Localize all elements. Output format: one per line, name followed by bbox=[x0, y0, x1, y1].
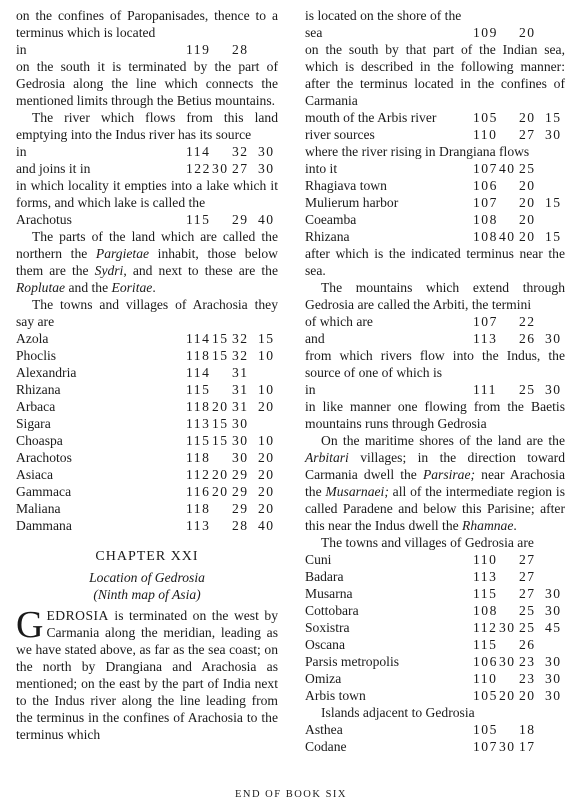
place-name: into it bbox=[305, 161, 338, 176]
longitude-minutes bbox=[499, 24, 519, 41]
latitude-minutes: 30 bbox=[258, 144, 275, 159]
coordinate-table bbox=[16, 143, 278, 177]
right-column bbox=[305, 7, 565, 755]
place-name: Arachotos bbox=[16, 450, 72, 465]
table-row bbox=[305, 585, 565, 602]
coordinate-table bbox=[16, 211, 278, 228]
longitude-degrees: 119 bbox=[186, 42, 211, 57]
place-name: Sigara bbox=[16, 416, 51, 431]
table-row bbox=[305, 194, 565, 211]
place-name: and bbox=[305, 331, 325, 346]
latitude-degrees: 28 bbox=[232, 518, 249, 533]
paragraph: on the confines of Paropanisades, thence to a terminus which is located bbox=[16, 8, 278, 40]
place-name: Omiza bbox=[305, 671, 342, 686]
latitude-degrees: 31 bbox=[232, 399, 249, 414]
latitude-degrees: 32 bbox=[232, 348, 249, 363]
place-name: Parsis metropolis bbox=[305, 654, 400, 669]
longitude-degrees: 106 bbox=[473, 178, 498, 193]
latitude-minutes bbox=[545, 313, 565, 330]
longitude-minutes: 40 bbox=[499, 161, 516, 176]
latitude-degrees: 23 bbox=[519, 671, 536, 686]
paragraph: On the maritime shores of the land are the Arbitari villages; in the direction toward Carmania dwell the Parsirae; near Arachosia the Musarnaei; all of the intermediate region is called Paradene and below this Parisine; after this near the Indus dwell the Rhamnae. bbox=[305, 433, 565, 533]
place-name: Cuni bbox=[305, 552, 332, 567]
place-name: in bbox=[305, 382, 316, 397]
paragraph: on the south by that part of the Indian sea, which is described in the following manner: after the terminus located in the confines of Carmania bbox=[305, 42, 565, 108]
longitude-degrees: 110 bbox=[473, 671, 498, 686]
paragraph: The parts of the land which are called the northern the Pargietae inhabit, those below them are the Sydri, and next to these are the Roplutae and the Eoritae. bbox=[16, 229, 278, 295]
longitude-minutes: 20 bbox=[212, 399, 229, 414]
islands-table bbox=[305, 721, 565, 755]
latitude-degrees: 18 bbox=[519, 722, 536, 737]
latitude-degrees: 20 bbox=[519, 688, 536, 703]
latitude-minutes: 30 bbox=[258, 161, 275, 176]
longitude-degrees: 113 bbox=[473, 331, 498, 346]
longitude-minutes: 30 bbox=[212, 161, 229, 176]
longitude-minutes bbox=[499, 381, 519, 398]
table-row bbox=[16, 143, 278, 160]
latitude-degrees: 26 bbox=[519, 637, 536, 652]
latitude-minutes: 30 bbox=[545, 382, 562, 397]
place-name: Mulierum harbor bbox=[305, 195, 399, 210]
place-name: Codane bbox=[305, 739, 347, 754]
longitude-degrees: 108 bbox=[473, 229, 498, 244]
paragraph: in which locality it empties into a lake which it forms, and which lake is called the bbox=[16, 178, 278, 210]
longitude-minutes: 30 bbox=[499, 654, 516, 669]
latitude-minutes: 10 bbox=[258, 382, 275, 397]
paragraph: on the south it is terminated by the part of Gedrosia along the line which connects the mentioned limits through the Betius mountains. bbox=[16, 59, 278, 108]
table-row bbox=[16, 41, 278, 58]
longitude-degrees: 115 bbox=[186, 433, 211, 448]
longitude-degrees: 115 bbox=[186, 382, 211, 397]
latitude-degrees: 27 bbox=[232, 161, 249, 176]
longitude-minutes bbox=[499, 109, 519, 126]
longitude-minutes: 15 bbox=[212, 433, 229, 448]
table-row bbox=[305, 211, 565, 228]
table-row bbox=[305, 738, 565, 755]
longitude-degrees: 107 bbox=[473, 161, 498, 176]
place-name: river sources bbox=[305, 127, 375, 142]
latitude-minutes bbox=[545, 24, 565, 41]
place-name: Soxistra bbox=[305, 620, 350, 635]
latitude-degrees: 29 bbox=[232, 467, 249, 482]
latitude-degrees: 30 bbox=[232, 416, 249, 431]
latitude-minutes: 40 bbox=[258, 212, 275, 227]
latitude-degrees: 17 bbox=[519, 739, 536, 754]
latitude-degrees: 32 bbox=[232, 331, 249, 346]
towns-table bbox=[305, 551, 565, 704]
place-name: Arbis town bbox=[305, 688, 366, 703]
longitude-degrees: 112 bbox=[186, 467, 211, 482]
latitude-minutes bbox=[545, 568, 565, 585]
place-name: Azola bbox=[16, 331, 49, 346]
latitude-minutes bbox=[545, 636, 565, 653]
latitude-minutes: 30 bbox=[545, 688, 562, 703]
table-row bbox=[16, 432, 278, 449]
latitude-degrees: 23 bbox=[519, 654, 536, 669]
latitude-degrees: 20 bbox=[519, 212, 536, 227]
place-name: Gammaca bbox=[16, 484, 72, 499]
latitude-minutes: 30 bbox=[545, 331, 562, 346]
longitude-minutes bbox=[499, 194, 519, 211]
tribe-name: Musarnaei; bbox=[325, 484, 389, 499]
longitude-minutes bbox=[499, 602, 519, 619]
place-name: Rhizana bbox=[305, 229, 350, 244]
latitude-degrees: 27 bbox=[519, 569, 536, 584]
longitude-minutes bbox=[212, 143, 232, 160]
paragraph: The mountains which extend through Gedrosia are called the Arbiti, the termini bbox=[305, 280, 565, 312]
latitude-degrees: 29 bbox=[232, 484, 249, 499]
longitude-degrees: 122 bbox=[186, 161, 211, 176]
longitude-degrees: 113 bbox=[186, 416, 211, 431]
latitude-degrees: 31 bbox=[232, 365, 249, 380]
place-name: in bbox=[16, 144, 27, 159]
table-row bbox=[16, 398, 278, 415]
longitude-degrees: 108 bbox=[473, 212, 498, 227]
latitude-minutes bbox=[545, 721, 565, 738]
longitude-minutes bbox=[212, 517, 232, 534]
paragraph: after which is the indicated terminus near the sea. bbox=[305, 246, 565, 278]
paragraph: in like manner one flowing from the Baetis mountains runs through Gedrosia bbox=[305, 399, 565, 431]
longitude-degrees: 115 bbox=[473, 586, 498, 601]
place-name: Rhagiava town bbox=[305, 178, 387, 193]
latitude-degrees: 27 bbox=[519, 586, 536, 601]
latitude-minutes: 30 bbox=[545, 671, 562, 686]
table-row bbox=[305, 687, 565, 704]
longitude-minutes bbox=[212, 41, 232, 58]
table-row bbox=[305, 602, 565, 619]
table-row bbox=[305, 721, 565, 738]
paragraph: The towns and villages of Gedrosia are bbox=[321, 535, 534, 550]
latitude-minutes bbox=[258, 41, 278, 58]
longitude-degrees: 106 bbox=[473, 654, 498, 669]
longitude-degrees: 116 bbox=[186, 484, 211, 499]
latitude-degrees: 20 bbox=[519, 178, 536, 193]
table-row bbox=[305, 653, 565, 670]
longitude-degrees: 118 bbox=[186, 399, 211, 414]
place-name: mouth of the Arbis river bbox=[305, 110, 437, 125]
table-row bbox=[305, 160, 565, 177]
latitude-minutes bbox=[545, 211, 565, 228]
latitude-minutes bbox=[545, 551, 565, 568]
longitude-degrees: 112 bbox=[473, 620, 498, 635]
table-row bbox=[16, 466, 278, 483]
table-row bbox=[16, 449, 278, 466]
latitude-minutes: 10 bbox=[258, 433, 275, 448]
longitude-minutes bbox=[499, 211, 519, 228]
longitude-minutes bbox=[499, 313, 519, 330]
paragraph: The river which flows from this land emptying into the Indus river has its source bbox=[16, 110, 278, 142]
latitude-minutes: 30 bbox=[545, 586, 562, 601]
coast-table bbox=[305, 109, 565, 143]
left-column bbox=[16, 7, 278, 743]
longitude-degrees: 109 bbox=[473, 25, 498, 40]
place-name: sea bbox=[305, 25, 323, 40]
paragraph: where the river rising in Drangiana flows bbox=[305, 144, 530, 159]
longitude-minutes: 30 bbox=[499, 620, 516, 635]
place-name: Dammana bbox=[16, 518, 72, 533]
table-row bbox=[16, 517, 278, 534]
longitude-minutes bbox=[212, 364, 232, 381]
latitude-degrees: 29 bbox=[232, 212, 249, 227]
latitude-minutes bbox=[545, 160, 565, 177]
table-row bbox=[16, 160, 278, 177]
mountain-table bbox=[305, 313, 565, 347]
place-name: Rhizana bbox=[16, 382, 61, 397]
longitude-minutes: 40 bbox=[499, 229, 516, 244]
longitude-minutes bbox=[499, 177, 519, 194]
latitude-degrees: 25 bbox=[519, 382, 536, 397]
longitude-degrees: 107 bbox=[473, 314, 498, 329]
place-name: Choaspa bbox=[16, 433, 63, 448]
longitude-minutes bbox=[499, 721, 519, 738]
longitude-minutes bbox=[212, 500, 232, 517]
latitude-minutes: 45 bbox=[545, 620, 562, 635]
longitude-minutes: 15 bbox=[212, 416, 229, 431]
table-row bbox=[305, 177, 565, 194]
latitude-minutes: 30 bbox=[545, 603, 562, 618]
latitude-degrees: 25 bbox=[519, 603, 536, 618]
paragraph: is located on the shore of the bbox=[305, 8, 462, 23]
latitude-minutes: 30 bbox=[545, 127, 562, 142]
latitude-minutes bbox=[258, 415, 278, 432]
table-row bbox=[16, 415, 278, 432]
latitude-degrees: 25 bbox=[519, 620, 536, 635]
latitude-minutes: 15 bbox=[545, 229, 562, 244]
place-name: Badara bbox=[305, 569, 344, 584]
table-row bbox=[16, 330, 278, 347]
place-name: Cottobara bbox=[305, 603, 359, 618]
latitude-minutes: 20 bbox=[258, 484, 275, 499]
coordinate-table bbox=[305, 381, 565, 398]
latitude-degrees: 28 bbox=[232, 42, 249, 57]
tribe-name: Arbitari bbox=[305, 450, 349, 465]
place-name: Musarna bbox=[305, 586, 353, 601]
towns-table bbox=[16, 330, 278, 534]
chapter-subtitle: Location of Gedrosia (Ninth map of Asia) bbox=[89, 570, 205, 602]
longitude-minutes bbox=[212, 449, 232, 466]
latitude-minutes: 40 bbox=[258, 518, 275, 533]
place-name: and joins it in bbox=[16, 161, 91, 176]
latitude-minutes: 30 bbox=[545, 654, 562, 669]
longitude-minutes: 15 bbox=[212, 348, 229, 363]
latitude-degrees: 27 bbox=[519, 127, 536, 142]
latitude-degrees: 27 bbox=[519, 552, 536, 567]
place-name: Arachotus bbox=[16, 212, 72, 227]
section-heading: Islands adjacent to Gedrosia bbox=[321, 705, 475, 720]
place-name: Oscana bbox=[305, 637, 346, 652]
longitude-minutes bbox=[212, 211, 232, 228]
table-row bbox=[305, 228, 565, 245]
latitude-degrees: 29 bbox=[232, 501, 249, 516]
table-row bbox=[16, 483, 278, 500]
latitude-degrees: 20 bbox=[519, 110, 536, 125]
paragraph: from which rivers flow into the Indus, the source of one of which is bbox=[305, 348, 565, 380]
longitude-degrees: 114 bbox=[186, 365, 211, 380]
table-row bbox=[305, 636, 565, 653]
longitude-degrees: 105 bbox=[473, 688, 498, 703]
longitude-minutes: 30 bbox=[499, 739, 516, 754]
paragraph: The towns and villages of Arachosia they say are bbox=[16, 297, 278, 329]
latitude-minutes: 10 bbox=[258, 348, 275, 363]
latitude-minutes bbox=[545, 177, 565, 194]
longitude-minutes: 20 bbox=[212, 484, 229, 499]
table-row bbox=[305, 568, 565, 585]
longitude-degrees: 118 bbox=[186, 450, 211, 465]
table-row bbox=[305, 313, 565, 330]
place-name: Arbaca bbox=[16, 399, 56, 414]
longitude-minutes: 20 bbox=[212, 467, 229, 482]
latitude-degrees: 26 bbox=[519, 331, 536, 346]
longitude-degrees: 114 bbox=[186, 144, 211, 159]
latitude-minutes: 15 bbox=[545, 110, 562, 125]
longitude-degrees: 110 bbox=[473, 552, 498, 567]
table-row bbox=[305, 109, 565, 126]
longitude-minutes bbox=[499, 670, 519, 687]
latitude-degrees: 32 bbox=[232, 144, 249, 159]
table-row bbox=[305, 551, 565, 568]
tribe-name: Rhamnae bbox=[462, 518, 514, 533]
coordinate-table bbox=[16, 41, 278, 58]
longitude-minutes bbox=[499, 585, 519, 602]
place-name: Asthea bbox=[305, 722, 343, 737]
table-row bbox=[16, 381, 278, 398]
longitude-degrees: 115 bbox=[186, 212, 211, 227]
tribe-name: Roplutae bbox=[16, 280, 66, 295]
longitude-degrees: 113 bbox=[186, 518, 211, 533]
table-row bbox=[305, 330, 565, 347]
tribe-name: Sydri bbox=[94, 263, 124, 278]
longitude-minutes bbox=[499, 636, 519, 653]
longitude-degrees: 114 bbox=[186, 331, 211, 346]
tribe-name: Pargietae bbox=[95, 246, 150, 261]
latitude-minutes: 15 bbox=[258, 331, 275, 346]
longitude-degrees: 105 bbox=[473, 110, 498, 125]
longitude-minutes: 15 bbox=[212, 331, 229, 346]
tribe-name: Eoritae bbox=[111, 280, 153, 295]
paragraph: GEDROSIA is terminated on the west by Carmania along the meridian, leading as we have stated above, as far as the sea coast; on the north by Drangiana and Arachosia as mentioned; on the east by the part of India next to the Indus river along the line leading from the terminus in the confines of Arachosia to the terminus which bbox=[16, 604, 278, 742]
drop-cap: G bbox=[16, 604, 44, 646]
latitude-minutes: 20 bbox=[258, 501, 275, 516]
place-name: of which are bbox=[305, 314, 373, 329]
longitude-degrees: 113 bbox=[473, 569, 498, 584]
latitude-minutes bbox=[545, 738, 565, 755]
longitude-degrees: 107 bbox=[473, 195, 498, 210]
latitude-degrees: 20 bbox=[519, 195, 536, 210]
table-row bbox=[305, 619, 565, 636]
longitude-minutes bbox=[212, 381, 232, 398]
latitude-minutes: 20 bbox=[258, 399, 275, 414]
latitude-degrees: 20 bbox=[519, 229, 536, 244]
page-footer: END OF BOOK SIX bbox=[234, 789, 348, 800]
coast-table bbox=[305, 160, 565, 245]
longitude-degrees: 118 bbox=[186, 348, 211, 363]
latitude-minutes: 20 bbox=[258, 467, 275, 482]
coordinate-table bbox=[305, 24, 565, 41]
latitude-degrees: 25 bbox=[519, 161, 536, 176]
place-name: Asiaca bbox=[16, 467, 53, 482]
longitude-minutes: 20 bbox=[499, 688, 516, 703]
latitude-minutes bbox=[258, 364, 278, 381]
latitude-degrees: 30 bbox=[232, 433, 249, 448]
longitude-minutes bbox=[499, 126, 519, 143]
table-row bbox=[305, 381, 565, 398]
table-row bbox=[16, 364, 278, 381]
table-row bbox=[305, 126, 565, 143]
table-row bbox=[16, 347, 278, 364]
longitude-minutes bbox=[499, 568, 519, 585]
longitude-degrees: 105 bbox=[473, 722, 498, 737]
longitude-degrees: 110 bbox=[473, 127, 498, 142]
place-name: Coeamba bbox=[305, 212, 357, 227]
longitude-minutes bbox=[499, 330, 519, 347]
place-name: Phoclis bbox=[16, 348, 57, 363]
longitude-minutes bbox=[499, 551, 519, 568]
chapter-heading: CHAPTER XXI bbox=[95, 549, 199, 564]
latitude-degrees: 20 bbox=[519, 25, 536, 40]
longitude-degrees: 107 bbox=[473, 739, 498, 754]
tribe-name: Parsirae; bbox=[422, 467, 476, 482]
table-row bbox=[305, 670, 565, 687]
latitude-degrees: 30 bbox=[232, 450, 249, 465]
longitude-degrees: 115 bbox=[473, 637, 498, 652]
latitude-degrees: 31 bbox=[232, 382, 249, 397]
longitude-degrees: 111 bbox=[473, 382, 497, 397]
latitude-degrees: 22 bbox=[519, 314, 536, 329]
table-row bbox=[16, 211, 278, 228]
longitude-degrees: 108 bbox=[473, 603, 498, 618]
latitude-minutes: 15 bbox=[545, 195, 562, 210]
place-name: in bbox=[16, 42, 27, 57]
longitude-degrees: 118 bbox=[186, 501, 211, 516]
latitude-minutes: 20 bbox=[258, 450, 275, 465]
table-row bbox=[16, 500, 278, 517]
place-name: Maliana bbox=[16, 501, 61, 516]
place-name: Alexandria bbox=[16, 365, 77, 380]
table-row bbox=[305, 24, 565, 41]
